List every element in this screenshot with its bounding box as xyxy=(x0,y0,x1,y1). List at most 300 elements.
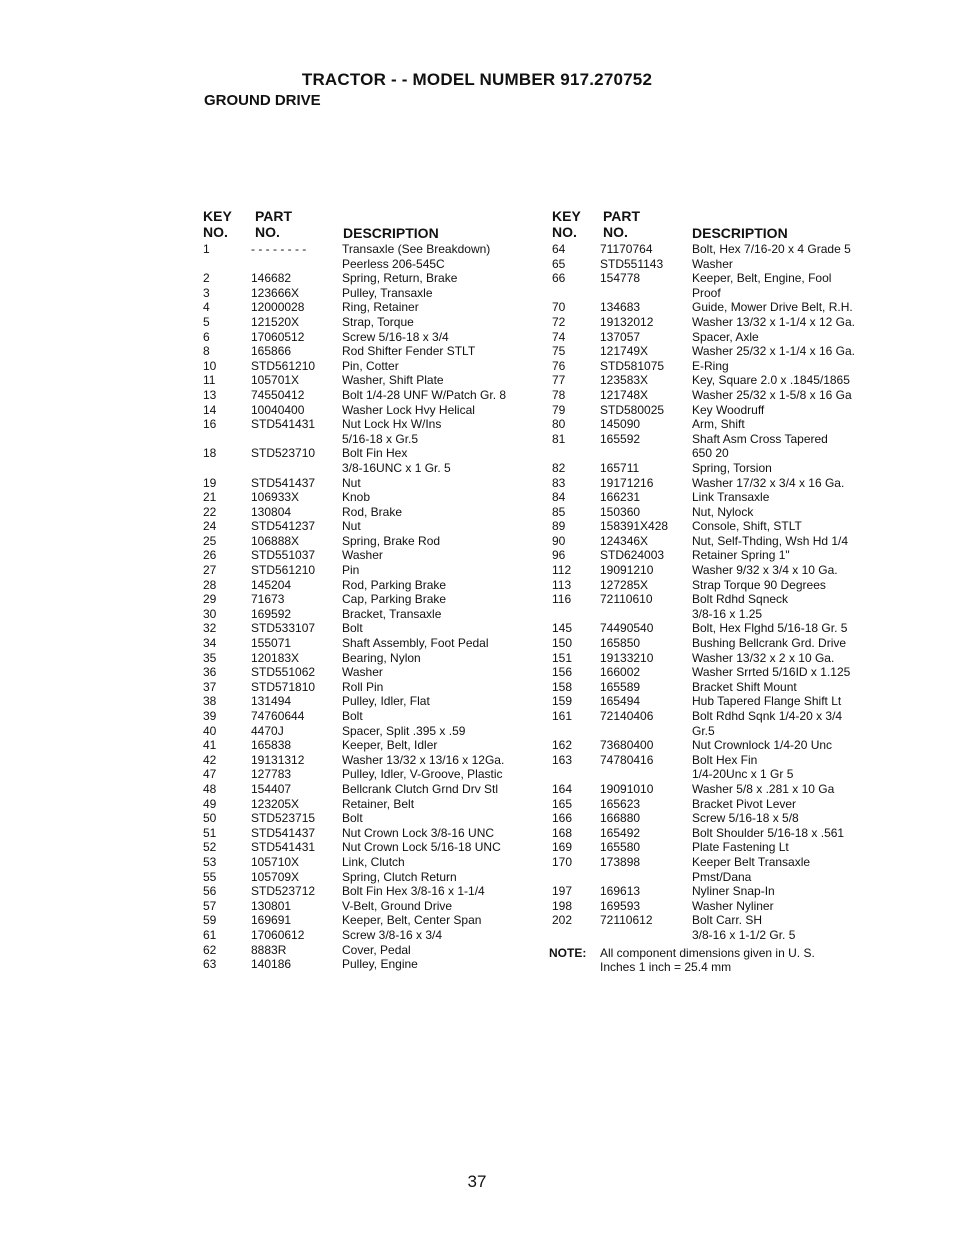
part-number: STD561210 xyxy=(251,358,316,373)
description: Pin xyxy=(342,563,360,578)
description: Guide, Mower Drive Belt, R.H. xyxy=(692,300,853,315)
description: Pulley, Engine xyxy=(342,957,418,972)
part-number: 131494 xyxy=(251,694,292,709)
part-number: 19133210 xyxy=(600,650,654,665)
description: Strap, Torque xyxy=(342,314,414,329)
key-number: 36 xyxy=(203,665,217,680)
description: Retainer, Belt xyxy=(342,796,415,811)
table-row xyxy=(549,548,889,563)
description: Washer xyxy=(342,548,383,563)
key-number: 55 xyxy=(203,869,217,884)
part-number: 73680400 xyxy=(600,738,654,753)
key-number: 81 xyxy=(552,431,566,446)
part-number: 123205X xyxy=(251,796,300,811)
key-number: 25 xyxy=(203,533,217,548)
table-row xyxy=(201,724,531,739)
key-number: 80 xyxy=(552,417,566,432)
part-number: 154778 xyxy=(600,271,641,286)
table-row xyxy=(201,607,531,622)
table-row xyxy=(201,840,531,855)
key-number: 14 xyxy=(203,402,217,417)
key-number: 62 xyxy=(203,942,217,957)
table-row xyxy=(549,490,889,505)
table-row xyxy=(549,359,889,374)
description: Link Transaxle xyxy=(692,490,770,505)
part-number: 169691 xyxy=(251,913,292,928)
key-number: 21 xyxy=(203,490,217,505)
part-number: STD523712 xyxy=(251,884,316,899)
description: Bolt xyxy=(342,621,363,636)
key-number: 28 xyxy=(203,577,217,592)
key-number: 84 xyxy=(552,490,566,505)
table-row xyxy=(201,417,531,446)
key-number: 50 xyxy=(203,811,217,826)
part-number: 121520X xyxy=(251,314,300,329)
part-number: 165711 xyxy=(600,460,640,475)
part-number: 17060612 xyxy=(251,927,305,942)
description: Spring, Torsion xyxy=(692,460,772,475)
description: E-Ring xyxy=(692,358,729,373)
description: Bolt, Hex 7/16-20 x 4 Grade 5 xyxy=(692,242,851,256)
description: Nyliner Snap-In xyxy=(692,884,775,899)
description: Retainer Spring 1" xyxy=(692,548,790,563)
table-row xyxy=(549,913,889,942)
table-row xyxy=(201,592,531,607)
description: Washer xyxy=(692,256,733,271)
description: Pin, Cotter xyxy=(342,358,399,373)
table-row xyxy=(549,738,889,753)
table-row xyxy=(201,957,531,972)
part-number: 19091010 xyxy=(600,781,654,796)
key-number: 49 xyxy=(203,796,217,811)
key-number: 145 xyxy=(552,621,573,636)
description: Roll Pin xyxy=(342,679,384,694)
description: Washer Lock Hvy Helical xyxy=(342,402,475,417)
table-row xyxy=(549,797,889,812)
key-number: 35 xyxy=(203,650,217,665)
table-row xyxy=(201,300,531,315)
table-row xyxy=(201,928,531,943)
part-number: STD551062 xyxy=(251,665,316,680)
part-number: STD580025 xyxy=(600,402,665,417)
description: Bracket Pivot Lever xyxy=(692,796,797,811)
description: Console, Shift, STLT xyxy=(692,519,802,534)
table-row xyxy=(201,665,531,680)
description: Washer 25/32 x 1-5/8 x 16 Ga xyxy=(692,387,852,402)
part-number: 120183X xyxy=(251,650,300,665)
key-number: 61 xyxy=(203,927,217,942)
part-number: 72140406 xyxy=(600,709,654,723)
note xyxy=(549,946,889,974)
description: Washer 13/32 x 2 x 10 Ga. xyxy=(692,650,835,665)
key-number: 162 xyxy=(552,738,573,753)
part-number: STD541437 xyxy=(251,825,316,840)
key-number: 150 xyxy=(552,636,573,651)
description: 1/4-20Unc x 1 Gr 5 xyxy=(692,767,794,782)
key-number: 202 xyxy=(552,913,573,928)
part-number: 154407 xyxy=(251,781,292,796)
note-label: NOTE: xyxy=(549,945,587,960)
description: Gr.5 xyxy=(692,723,715,738)
table-row xyxy=(201,636,531,651)
description: Pulley, Idler, Flat xyxy=(342,694,430,709)
note-line: Inches 1 inch = 25.4 mm xyxy=(600,959,732,974)
part-number: 146682 xyxy=(251,271,292,286)
key-number: 5 xyxy=(203,314,210,329)
description: 3/8-16 x 1.25 xyxy=(692,606,763,621)
description: Nut Lock Hx W/Ins xyxy=(342,417,442,432)
part-number: 74550412 xyxy=(251,387,305,402)
part-number: STD581075 xyxy=(600,358,665,373)
description: Bolt Shoulder 5/16-18 x .561 xyxy=(692,825,845,840)
table-row xyxy=(549,242,889,257)
key-number: 165 xyxy=(552,796,573,811)
table-row xyxy=(549,636,889,651)
description: Bellcrank Clutch Grnd Drv Stl xyxy=(342,781,499,796)
table-row xyxy=(201,753,531,768)
table-row xyxy=(201,359,531,374)
description: Transaxle (See Breakdown) xyxy=(342,242,491,256)
part-number: 71673 xyxy=(251,592,285,607)
key-number: 161 xyxy=(552,709,573,723)
key-number: 56 xyxy=(203,884,217,899)
part-number: 105701X xyxy=(251,373,300,388)
part-number: 4470J xyxy=(251,723,284,738)
table-row xyxy=(549,271,889,300)
part-number: 166002 xyxy=(600,665,641,680)
part-number: 127285X xyxy=(600,577,649,592)
part-number: STD541237 xyxy=(251,519,316,534)
table-row xyxy=(549,884,889,899)
key-number: 40 xyxy=(203,723,217,738)
description: Bracket, Transaxle xyxy=(342,606,442,621)
description: Bolt Carr. SH xyxy=(692,913,763,928)
table-row xyxy=(201,534,531,549)
description: Pulley, Idler, V-Groove, Plastic xyxy=(342,767,503,782)
key-number: 156 xyxy=(552,665,573,680)
table-row xyxy=(201,519,531,534)
description: 3/8-16UNC x 1 Gr. 5 xyxy=(342,460,451,475)
description: Washer Srrted 5/16ID x 1.125 xyxy=(692,665,851,680)
description: Washer Nyliner xyxy=(692,898,774,913)
part-number: 158391X428 xyxy=(600,519,669,534)
description: Bolt Fin Hex 3/8-16 x 1-1/4 xyxy=(342,884,485,899)
table-row xyxy=(201,563,531,578)
part-number: 165589 xyxy=(600,679,641,694)
description: Screw 3/8-16 x 3/4 xyxy=(342,927,443,942)
description: Bolt, Hex Flghd 5/16-18 Gr. 5 xyxy=(692,621,848,636)
key-number: 159 xyxy=(552,694,573,709)
description: Bolt xyxy=(342,811,363,826)
table-row xyxy=(201,621,531,636)
part-number: STD551037 xyxy=(251,548,316,563)
key-number: 39 xyxy=(203,709,217,723)
key-number: 112 xyxy=(552,563,572,578)
part-number: 145204 xyxy=(251,577,292,592)
description: Bolt Rdhd Sqneck xyxy=(692,592,789,607)
description: 3/8-16 x 1-1/2 Gr. 5 xyxy=(692,927,796,942)
table-row xyxy=(201,943,531,958)
key-number: 42 xyxy=(203,752,217,767)
part-number: 169593 xyxy=(600,898,641,913)
table-row xyxy=(549,417,889,432)
key-number: 53 xyxy=(203,854,217,869)
table-row xyxy=(201,490,531,505)
key-number: 72 xyxy=(552,314,566,329)
table-row xyxy=(549,855,889,884)
table-row xyxy=(201,403,531,418)
description: Plate Fastening Lt xyxy=(692,840,789,855)
part-number: 121748X xyxy=(600,387,649,402)
part-number: STD533107 xyxy=(251,621,316,636)
description: Hub Tapered Flange Shift Lt xyxy=(692,694,842,709)
key-number: 76 xyxy=(552,358,566,373)
key-number: 32 xyxy=(203,621,217,636)
part-number: 74490540 xyxy=(600,621,654,636)
table-row xyxy=(201,694,531,709)
key-number: 22 xyxy=(203,504,217,519)
part-number: 105710X xyxy=(251,854,300,869)
part-number: 165866 xyxy=(251,344,292,359)
key-number: 41 xyxy=(203,738,217,753)
key-number: 198 xyxy=(552,898,573,913)
table-row xyxy=(549,563,889,578)
key-number: 63 xyxy=(203,957,217,972)
description: Pulley, Transaxle xyxy=(342,285,433,300)
table-row xyxy=(549,578,889,593)
description: Bolt Rdhd Sqnk 1/4-20 x 3/4 xyxy=(692,709,843,723)
part-number: 106888X xyxy=(251,533,300,548)
part-number: - - - - - - - - xyxy=(251,242,307,256)
description: Bolt xyxy=(342,709,363,723)
key-number: 74 xyxy=(552,329,566,344)
part-number: 17060512 xyxy=(251,329,305,344)
part-number: 173898 xyxy=(600,854,641,869)
table-row xyxy=(201,884,531,899)
table-row xyxy=(549,694,889,709)
key-number: 3 xyxy=(203,285,210,300)
table-row xyxy=(201,344,531,359)
description: Nut xyxy=(342,519,361,534)
table-row xyxy=(201,797,531,812)
key-number: 16 xyxy=(203,417,217,432)
key-number: 170 xyxy=(552,854,573,869)
description: 5/16-18 x Gr.5 xyxy=(342,431,419,446)
key-number: 29 xyxy=(203,592,217,607)
description: Spacer, Split .395 x .59 xyxy=(342,723,466,738)
description: Strap Torque 90 Degrees xyxy=(692,577,826,592)
key-number: 151 xyxy=(552,650,573,665)
table-row xyxy=(549,330,889,345)
description: Knob xyxy=(342,490,371,505)
key-number: 6 xyxy=(203,329,210,344)
part-number: 19171216 xyxy=(600,475,654,490)
table-row xyxy=(201,826,531,841)
table-row xyxy=(201,271,531,286)
key-header: KEY NO. xyxy=(552,208,581,240)
description-header: DESCRIPTION xyxy=(343,225,439,241)
table-row xyxy=(549,665,889,680)
description-header: DESCRIPTION xyxy=(692,225,788,241)
part-number: 12000028 xyxy=(251,300,305,315)
table-row xyxy=(549,534,889,549)
key-number: 4 xyxy=(203,300,210,315)
table-row xyxy=(201,476,531,491)
part-number: 166880 xyxy=(600,811,641,826)
description: Bolt Hex Fin xyxy=(692,752,758,767)
key-number: 47 xyxy=(203,767,217,782)
table-row xyxy=(549,899,889,914)
part-number: 130801 xyxy=(251,898,292,913)
section-title: GROUND DRIVE xyxy=(204,92,321,109)
part-number: 165492 xyxy=(600,825,641,840)
key-number: 197 xyxy=(552,884,573,899)
description: Link, Clutch xyxy=(342,854,405,869)
part-number: 165494 xyxy=(600,694,641,709)
description: Nut, Nylock xyxy=(692,504,754,519)
key-number: 169 xyxy=(552,840,573,855)
description: Nut Crown Lock 5/16-18 UNC xyxy=(342,840,501,855)
description: Pmst/Dana xyxy=(692,869,752,884)
table-row xyxy=(201,286,531,301)
description: Washer 9/32 x 3/4 x 10 Ga. xyxy=(692,563,838,578)
table-row xyxy=(201,738,531,753)
table-row xyxy=(549,476,889,491)
part-number: 134683 xyxy=(600,300,641,315)
description: Washer xyxy=(342,665,383,680)
part-number: 121749X xyxy=(600,344,649,359)
part-number: 169613 xyxy=(600,884,641,899)
key-number: 19 xyxy=(203,475,217,490)
description: Spring, Clutch Return xyxy=(342,869,457,884)
description: Arm, Shift xyxy=(692,417,745,432)
key-number: 78 xyxy=(552,387,566,402)
key-number: 1 xyxy=(203,242,210,256)
part-number: STD551143 xyxy=(600,256,664,271)
key-number: 158 xyxy=(552,679,573,694)
part-number: 19132012 xyxy=(600,314,654,329)
part-number: STD571810 xyxy=(251,679,316,694)
parts-table-left xyxy=(201,208,531,972)
part-number: STD541437 xyxy=(251,475,316,490)
table-row xyxy=(549,519,889,534)
part-number: 72110612 xyxy=(600,913,653,928)
description: Washer 13/32 x 13/16 x 12Ga. xyxy=(342,752,505,767)
key-number: 24 xyxy=(203,519,217,534)
parts-table-right xyxy=(549,208,889,974)
key-number: 79 xyxy=(552,402,566,417)
key-number: 2 xyxy=(203,271,210,286)
description: Bearing, Nylon xyxy=(342,650,421,665)
description: Rod, Parking Brake xyxy=(342,577,447,592)
table-row xyxy=(201,242,531,271)
description: Peerless 206-545C xyxy=(342,256,445,271)
key-number: 96 xyxy=(552,548,566,563)
key-number: 83 xyxy=(552,475,566,490)
table-row xyxy=(201,315,531,330)
part-number: 71170764 xyxy=(600,242,653,256)
part-number: 130804 xyxy=(251,504,292,519)
key-number: 166 xyxy=(552,811,573,826)
description: Shaft Assembly, Foot Pedal xyxy=(342,636,489,651)
part-number: 123583X xyxy=(600,373,649,388)
description: 650 20 xyxy=(692,446,729,461)
description: Nut Crownlock 1/4-20 Unc xyxy=(692,738,833,753)
description: Rod, Brake xyxy=(342,504,403,519)
description: Shaft Asm Cross Tapered xyxy=(692,431,828,446)
description: Keeper, Belt, Center Span xyxy=(342,913,482,928)
key-header: KEY NO. xyxy=(203,208,232,240)
key-number: 85 xyxy=(552,504,566,519)
key-number: 51 xyxy=(203,825,217,840)
table-row xyxy=(549,461,889,476)
description: Keeper, Belt, Idler xyxy=(342,738,438,753)
key-number: 27 xyxy=(203,563,217,578)
key-number: 90 xyxy=(552,533,566,548)
table-body xyxy=(201,242,531,972)
key-number: 66 xyxy=(552,271,566,286)
table-row xyxy=(549,811,889,826)
description: Spring, Return, Brake xyxy=(342,271,458,286)
table-row xyxy=(201,680,531,695)
table-row xyxy=(549,388,889,403)
description: Proof xyxy=(692,285,721,300)
part-number: 8883R xyxy=(251,942,287,957)
table-row xyxy=(549,300,889,315)
table-row xyxy=(201,446,531,475)
table-row xyxy=(201,388,531,403)
part-number: 74760644 xyxy=(251,709,305,723)
part-number: 105709X xyxy=(251,869,300,884)
table-row xyxy=(201,578,531,593)
part-number: 155071 xyxy=(251,636,292,651)
part-number: 72110610 xyxy=(600,592,653,607)
part-number: 106933X xyxy=(251,490,300,505)
table-row xyxy=(201,373,531,388)
part-number: STD541431 xyxy=(251,417,316,432)
part-number: 10040400 xyxy=(251,402,305,417)
table-row xyxy=(549,651,889,666)
description: Bushing Bellcrank Grd. Drive xyxy=(692,636,847,651)
part-number: 165623 xyxy=(600,796,641,811)
key-number: 82 xyxy=(552,460,566,475)
description: Cap, Parking Brake xyxy=(342,592,447,607)
table-row xyxy=(549,709,889,738)
description: Nut Crown Lock 3/8-16 UNC xyxy=(342,825,495,840)
table-row xyxy=(549,403,889,418)
key-number: 11 xyxy=(203,373,216,388)
table-row xyxy=(201,505,531,520)
part-number: 127783 xyxy=(251,767,292,782)
part-number: STD624003 xyxy=(600,548,665,563)
part-number: 166231 xyxy=(600,490,641,505)
part-number: 19091210 xyxy=(600,563,654,578)
description: V-Belt, Ground Drive xyxy=(342,898,453,913)
table-row xyxy=(201,651,531,666)
key-number: 113 xyxy=(552,577,572,592)
key-number: 59 xyxy=(203,913,217,928)
table-row xyxy=(201,899,531,914)
part-number: STD541431 xyxy=(251,840,316,855)
description: Ring, Retainer xyxy=(342,300,419,315)
key-number: 64 xyxy=(552,242,566,256)
table-row xyxy=(201,913,531,928)
table-row xyxy=(549,621,889,636)
part-number: 19131312 xyxy=(251,752,305,767)
part-number: 165850 xyxy=(600,636,641,651)
description: Bracket Shift Mount xyxy=(692,679,797,694)
description: Washer 17/32 x 3/4 x 16 Ga. xyxy=(692,475,845,490)
